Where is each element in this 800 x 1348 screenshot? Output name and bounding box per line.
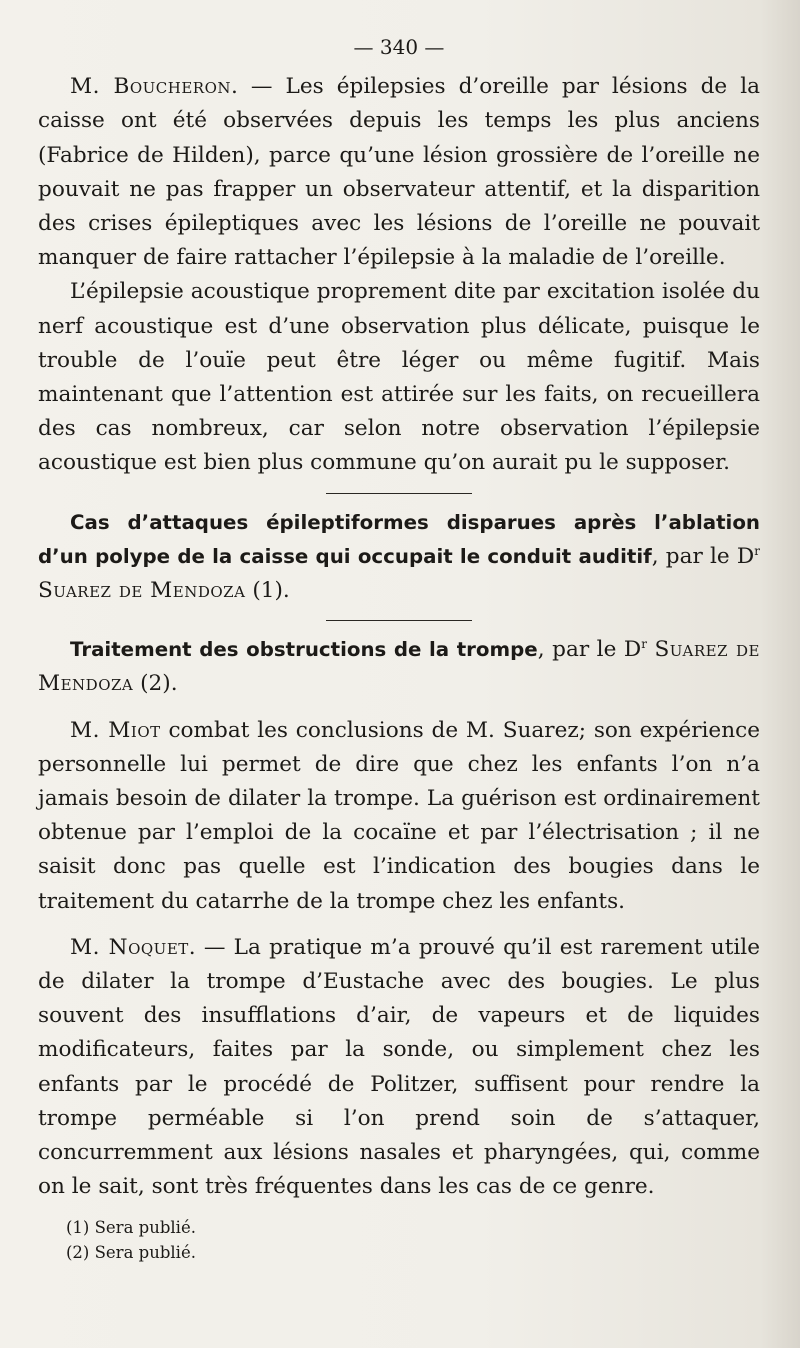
speaker-name: M. Miot <box>70 717 161 743</box>
paragraph-text: combat les conclusions de M. Suarez; son expérience personnelle lui permet de dire que chez les enfants l’on n’a jamais besoin de dilater la trompe. La guérison est ordinairement obtenue par l’emploi de la cocaïne et par l’électrisation ; il ne saisit donc pas quelle est l’indication des bougies dans le traitement du catarrhe de la trompe chez les enfants. <box>38 717 760 914</box>
section-byline: , par le D <box>651 543 755 569</box>
separator-rule <box>326 493 472 494</box>
footnote-1: (1) Sera publié. <box>66 1217 196 1237</box>
section-heading-trompe <box>38 633 760 701</box>
paragraph-acoustic-epilepsy: L’épilepsie acoustique proprement dite par excitation isolée du nerf acoustique est d’une observation plus délicate, puisque le trouble de l’ouïe peut être léger ou même fugitif. Mais maintenant que l’attention est attirée sur les faits, on recueillera des cas nombreux, car selon notre observation l’épilepsie acoustique est bien plus commune qu’on aurait pu le supposer. <box>38 279 760 476</box>
section-title: Traitement des obstructions de la trompe <box>70 638 538 662</box>
section-author: Suarez de Mendoza <box>38 578 246 604</box>
section-heading-polype <box>38 506 760 609</box>
paragraph-boucheron <box>38 70 760 275</box>
section-byline-sup: r <box>641 637 647 652</box>
footnote-ref: (1). <box>245 578 290 604</box>
footnotes <box>38 1215 760 1265</box>
separator-rule <box>326 620 472 621</box>
paragraph-text: . — La pratique m’a prouvé qu’il est rarement utile de dilater la trompe d’Eustache avec des bougies. Le plus souvent des insufflations d’air, de vapeurs et de liquides modificateurs, faites par la sonde, ou simplement chez les enfants par le procédé de Politzer, suffisent pour rendre la trompe perméable si l’on prend soin de s’attaquer, concurremment aux lésions nasales et pharyngées, qui, comme on le sait, sont très fréquentes dans les cas de ce genre. <box>38 934 760 1200</box>
footnote-2: (2) Sera publié. <box>66 1242 196 1262</box>
speaker-name: M. Noquet <box>70 934 189 960</box>
speaker-name: M. Boucheron <box>70 74 232 100</box>
paragraph-text: . — Les épilepsies d’oreille par lésions de la caisse ont été observées depuis les temps les plus anciens (Fabrice de Hilden), parce qu’une lésion grossière de l’oreille ne pouvait ne pas frapper un observateur attentif, et la disparition des crises épileptiques avec les lésions de l’oreille ne pouvait manquer de faire rattacher l’épilepsie à la maladie de l’oreille. <box>38 74 760 271</box>
paragraph-miot <box>38 714 760 919</box>
section-title: Cas d’attaques épileptiformes disparues après l’ablation d’un polype de la caisse qui occupait le conduit auditif <box>38 510 760 568</box>
footnote-ref: (2). <box>133 671 178 697</box>
section-byline-sup: r <box>754 543 760 558</box>
section-byline: , par le D <box>537 637 642 663</box>
paragraph-noquet <box>38 931 760 1205</box>
section-author: Suarez de Mendoza <box>38 637 760 697</box>
page-body <box>38 30 760 1265</box>
page-number: — 340 — <box>353 35 445 59</box>
